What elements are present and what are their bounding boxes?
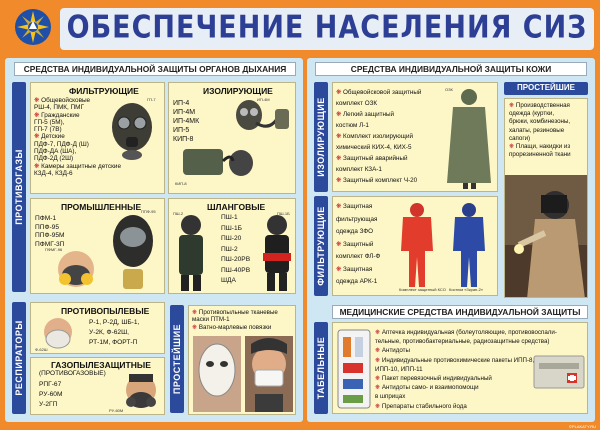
- antigas-subtitle: (ПРОТИВОГАЗОВЫЕ): [39, 370, 106, 377]
- antigas-box: ГАЗОПЫЛЕЗАЩИТНЫЕ (ПРОТИВОГАЗОВЫЕ) РПГ-67 РУ-60М У-2ГП РУ-60М: [30, 357, 165, 415]
- hose-list: ПШ-1 ПШ-1Б ПШ-20 ПШ-2 ПШ-20РВ ПШ-40РВ ШДА: [221, 214, 251, 284]
- kip8-apparatus-image: [179, 143, 259, 183]
- insulating-mask-ip4m-image: [231, 97, 293, 137]
- gas-masks-bar: ПРОТИВОГАЗЫ: [12, 82, 26, 292]
- insulating-masks-box: ИЗОЛИРУЮЩИЕ ИП-4 ИП-4М ИП-4МК ИП-5 КИП-8 ИП-4М КИП-8: [168, 82, 296, 194]
- insulating-title: ИЗОЛИРУЮЩИЕ: [203, 86, 273, 96]
- simple-list: ❋ Противопыльные тканевые маски ПТМ-1 ❋ Ватно-марлевые повязки: [192, 309, 278, 331]
- medical-header: МЕДИЦИНСКИЕ СРЕДСТВА ИНДИВИДУАЛЬНОЙ ЗАЩИТЫ: [332, 305, 588, 319]
- filtering-suits-list: ❋ Защитная фильтрующая одежда ЗФО ❋ Защитный комплект ФЛ-Ф ❋ Защитная одежда АРК-1: [336, 203, 381, 285]
- hose-mask-ps2-image: [173, 213, 209, 293]
- mchs-emblem-icon: [14, 8, 52, 46]
- antidust-list: Р-1, Р-2Д, ШБ-1, У-2К, Ф-62Ш, РТ-1М, ФОРТ-П: [89, 319, 140, 346]
- gauze-bandage-image: [245, 336, 293, 412]
- hose-masks-box: ШЛАНГОВЫЕ ПШ-2 ПШ-1 ПШ-1Б ПШ-20 ПШ-2 ПШ-20РВ ПШ-40РВ ШДА ПШ-1Б: [168, 198, 296, 294]
- medical-box: [332, 322, 588, 414]
- antidust-title: ПРОТИВОПЫЛЕВЫЕ: [61, 306, 150, 316]
- tabular-bar: ТАБЕЛЬНЫЕ: [314, 322, 328, 414]
- industrial-mask-pfmg-image: [51, 247, 101, 293]
- simplest-suits-list: ❋ Производственная одежда (куртки, брюки, комбинезоны, халаты, резиновые сапоги) ❋ Плащи, накидки из прорезиненной ткани: [509, 102, 571, 159]
- ozk-suit-image: [445, 87, 493, 189]
- hose-mask-ps1b-image: [259, 213, 295, 293]
- antigas-list: РПГ-67 РУ-60М У-2ГП: [39, 381, 63, 408]
- filtering-suits-bar: ФИЛЬТРУЮЩИЕ: [314, 196, 328, 296]
- cloth-mask-image: [193, 336, 241, 412]
- simple-protection-box: [188, 305, 296, 415]
- antidote-package-image: [533, 355, 585, 389]
- skin-header: СРЕДСТВА ИНДИВИДУАЛЬНОЙ ЗАЩИТЫ КОЖИ: [315, 62, 587, 76]
- industrial-list: ПФМ-1 ППФ-95 ППФ-95М ПФМГ-3П: [35, 215, 65, 248]
- insulating-list: ИП-4 ИП-4М ИП-4МК ИП-5 КИП-8: [173, 100, 200, 143]
- antigas-title: ГАЗОПЫЛЕЗАЩИТНЫЕ: [51, 360, 151, 370]
- respirators-bar: РЕСПИРАТОРЫ: [12, 302, 26, 414]
- footer-credit: ©PLAKATY.RU: [568, 424, 596, 429]
- respiratory-header: СРЕДСТВА ИНДИВИДУАЛЬНОЙ ЗАЩИТЫ ОРГАНОВ ДЫХАНИЯ: [14, 62, 296, 76]
- filtering-list: ❋ Общевойсковые РШ-4, ПМК, ПМГ ❋ Гражданские ГП-5 (5М), ГП-7 (7В) ❋ Детские ПДФ-7, ПДФ-Д (Ш) ПДФ-ДА (ША), ПДФ-2Д (2Ш) ❋ Камеры защитные детские КЗД-4, КЗД-6: [34, 97, 122, 177]
- industrial-masks-box: ПРОМЫШЛЕННЫЕ ПФМ-1 ППФ-95 ППФ-95М ПФМГ-3П ППФ-95 ПФМГ-96: [30, 198, 165, 294]
- simplest-suits-tag: ПРОСТЕЙШИЕ: [504, 82, 588, 95]
- medical-list: ❋ Аптечка индивидуальная (болеутоляющие, противовоспали- тельные, противобактериальные, радиозащитные средства) ❋ Антидоты ❋ Индивидуальные противохимические пакеты ИПП-8, ИПП-10, ИПП-11 ❋ Пакет перевязочный индивидуальный ❋ Антидоты само- и взаимопомощи в шприцах ❋ Препараты стабильного йода: [375, 329, 557, 410]
- respirator-ru60m-image: [119, 372, 163, 414]
- insulating-suits-list: ❋ Общевойсковой защитный комплект ОЗК ❋ Легкий защитный костюм Л-1 ❋ Комплект изолирующий химический КИХ-4, КИХ-5 ❋ Защитный аварийный комплект КЗА-1 ❋ Защитный комплект Ч-20: [336, 89, 422, 184]
- title-bar: [60, 8, 594, 50]
- gas-mask-gp7-image: [106, 99, 161, 161]
- insulating-suits-box: ❋ Общевойсковой защитный комплект ОЗК ❋ Легкий защитный костюм Л-1 ❋ Комплект изолирующий химический КИХ-4, КИХ-5 ❋ Защитный аварийный комплект КЗА-1 ❋ Защитный комплект Ч-20 ОЗК: [332, 82, 498, 192]
- simplest-suits-box: [504, 98, 588, 298]
- kso-suit-image: [397, 201, 437, 287]
- page-title: ОБЕСПЕЧЕНИЕ НАСЕЛЕНИЯ СИЗ: [66, 9, 588, 46]
- simplest-bar: ПРОСТЕЙШИЕ: [170, 305, 184, 413]
- industrial-title: ПРОМЫШЛЕННЫЕ: [61, 202, 142, 212]
- filtering-masks-box: ФИЛЬТРУЮЩИЕ ❋ Общевойсковые РШ-4, ПМК, ПМГ ❋ Гражданские ГП-5 (5М), ГП-7 (7В) ❋ Детские ПДФ-7, ПДФ-Д (Ш) ПДФ-ДА (ША), ПДФ-2Д (2Ш) ❋ Камеры защитные детские КЗД-4, КЗД-6 ГП-7: [30, 82, 165, 194]
- filtering-suits-box: ❋ Защитная фильтрующая одежда ЗФО ❋ Защитный комплект ФЛ-Ф ❋ Защитная одежда АРК-1 Комплект защитный КСО Костюм «Зкран-2»: [332, 196, 498, 296]
- industrial-mask-ppf95-image: [105, 211, 161, 291]
- welder-worker-image: [505, 175, 588, 298]
- ekran-suit-image: [449, 201, 489, 287]
- first-aid-kit-image: [337, 329, 371, 409]
- insulating-suits-bar: ИЗОЛИРУЮЩИЕ: [314, 82, 328, 192]
- antidust-box: ПРОТИВОПЫЛЕВЫЕ Ф-62Ш Р-1, Р-2Д, ШБ-1, У-2К, Ф-62Ш, РТ-1М, ФОРТ-П: [30, 302, 165, 354]
- hose-title: ШЛАНГОВЫЕ: [207, 202, 266, 212]
- filtering-title: ФИЛЬТРУЮЩИЕ: [69, 86, 139, 96]
